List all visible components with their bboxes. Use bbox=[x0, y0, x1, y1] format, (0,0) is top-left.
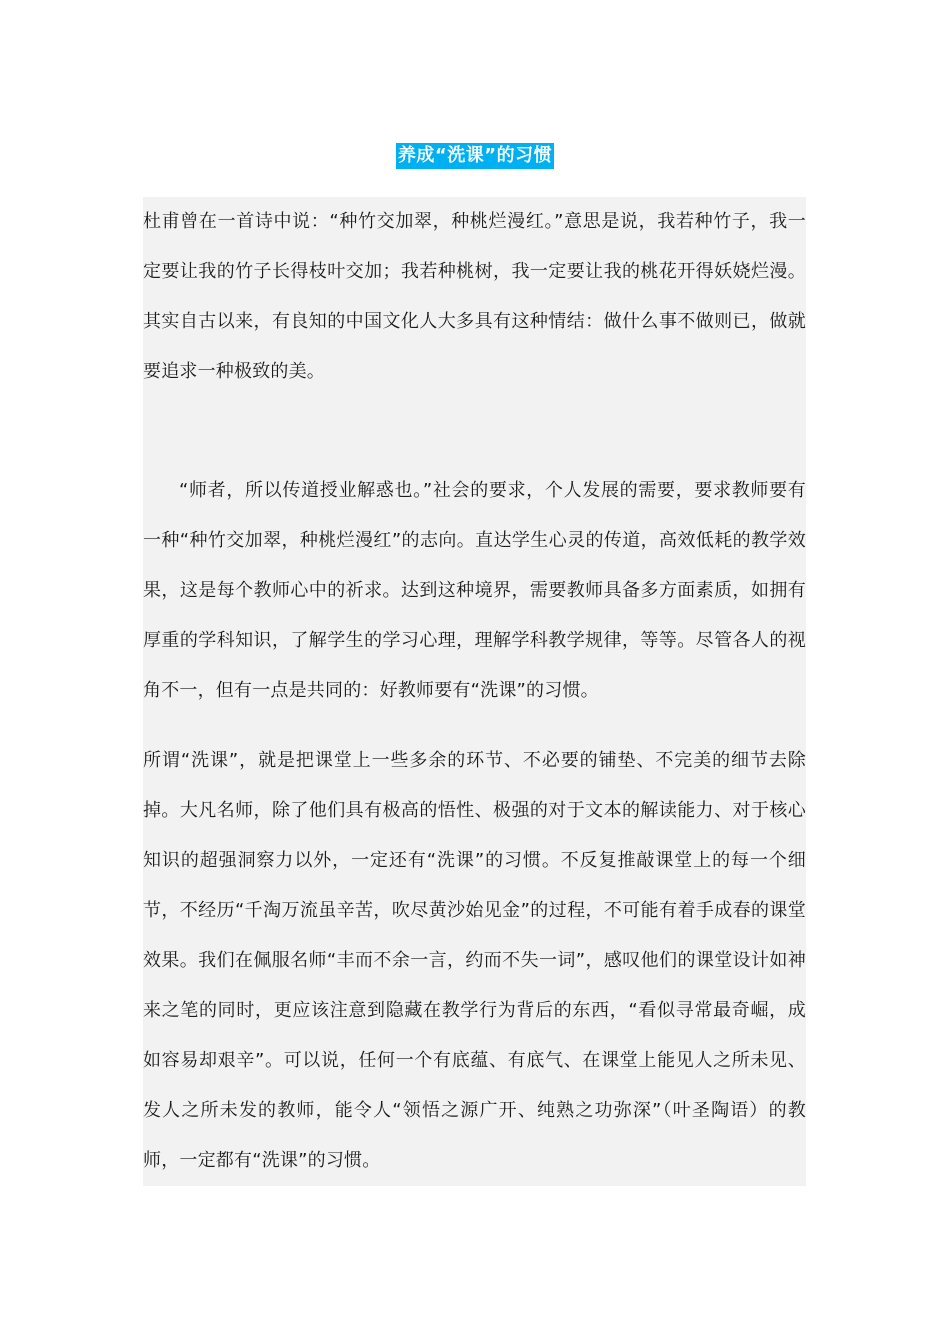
document-title-text: 养成“洗课”的习惯 bbox=[396, 143, 554, 169]
paragraph-1: 杜甫曾在一首诗中说：“种竹交加翠，种桃烂漫红。”意思是说，我若种竹子，我一定要让我的竹子长得枝叶交加；我若种桃树，我一定要让我的桃花开得妖娆烂漫。其实自古以来，有良知的中国文化人大多具有这种情结：做什么事不做则已，做就要追求一种极致的美。 bbox=[143, 211, 806, 382]
paragraph-3: 所谓“洗课”，就是把课堂上一些多余的环节、不必要的铺垫、不完美的细节去除掉。大凡名师，除了他们具有极高的悟性、极强的对于文本的解读能力、对于核心知识的超强洞察力以外，一定还有“洗课”的习惯。不反复推敲课堂上的每一个细节，不经历“千淘万流虽辛苦，吹尽黄沙始见金”的过程，不可能有着手成春的课堂效果。我们在佩服名师“丰而不余一言，约而不失一词”，感叹他们的课堂设计如神来之笔的同时，更应该注意到隐藏在教学行为背后的东西，“看似寻常最奇崛，成如容易却艰辛”。可以说，任何一个有底蕴、有底气、在课堂上能见人之所未见、发人之所未发的教师，能令人“领悟之源广开、纯熟之功弥深”（叶圣陶语）的教师，一定都有“洗课”的习惯。 bbox=[143, 750, 806, 1171]
paragraph-2: “师者，所以传道授业解惑也。”社会的要求，个人发展的需要，要求教师要有一种“种竹交加翠，种桃烂漫红”的志向。直达学生心灵的传道，高效低耗的教学效果，这是每个教师心中的祈求。达到这种境界，需要教师具备多方面素质，如拥有厚重的学科知识，了解学生的学习心理，理解学科教学规律，等等。尽管各人的视角不一，但有一点是共同的：好教师要有“洗课”的习惯。 bbox=[143, 480, 806, 701]
paragraph-gap bbox=[143, 397, 806, 466]
paragraph-gap bbox=[143, 716, 806, 736]
document-title bbox=[0, 137, 950, 169]
document-body bbox=[143, 197, 806, 1186]
